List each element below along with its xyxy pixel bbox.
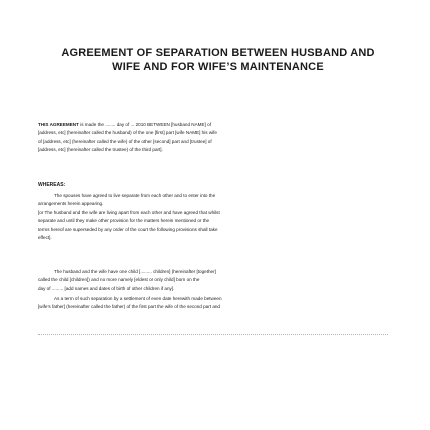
intro-lead: THIS AGREEMENT xyxy=(38,122,79,127)
whereas-1-line-3: [or The husband and the wife are living apart from each other and have agreed that whilst xyxy=(38,209,220,215)
document-title xyxy=(58,46,378,74)
title-line-1: AGREEMENT OF SEPARATION BETWEEN HUSBAND AND xyxy=(61,47,375,59)
whereas-1-line-6: effect]. xyxy=(38,235,52,241)
whereas-1-line-2: arrangements herein appearing. xyxy=(38,201,104,207)
intro-line-2: [address, etc] (hereinafter called the husband) of the one [first] part [wife NAME] his wife xyxy=(38,130,217,136)
whereas-paragraph-2 xyxy=(38,268,388,293)
whereas-2-line-1-text: The husband and the wife have one child [......... children] (hereinafter [together] xyxy=(54,269,216,274)
intro-line-1-text: is made the ........ day of ... 2010 BETWEEN [husband NAME] of xyxy=(80,122,211,127)
intro-line-1 xyxy=(38,121,388,129)
whereas-heading: WHEREAS: xyxy=(38,182,66,188)
intro-line-4: [address, etc] (hereinafter called the trustee) of the third part]. xyxy=(38,147,163,153)
whereas-2-line-1 xyxy=(38,268,388,276)
whereas-1-line-4: separate and until they make other provision for the matters herein mentioned or the xyxy=(38,218,210,224)
whereas-1-line-5: terms hereof are superseded by any order of the court the following provisions shall take xyxy=(38,226,218,232)
whereas-3-line-2: [wife’s father] (hereinafter called the father) of the first part the wife of the second part and xyxy=(38,304,220,310)
whereas-1-line-1-text: The spouses have agreed to live separate from each other and to enter into the xyxy=(54,193,216,198)
whereas-3-line-1 xyxy=(38,295,388,303)
whereas-3-line-1-text: As a term of such separation by a settlement of even date herewith made between xyxy=(54,296,222,301)
whereas-2-line-2: called the child [children]) and no more namely [eldest or only child] born on the xyxy=(38,277,200,283)
whereas-paragraph-1 xyxy=(38,192,388,242)
intro-paragraph xyxy=(38,121,388,155)
whereas-1-line-1 xyxy=(38,192,388,200)
intro-line-3: of [address, etc] (hereinafter called the wife) of the other [second] part and [trustee] of xyxy=(38,138,212,144)
whereas-paragraph-3 xyxy=(38,295,388,312)
whereas-2-line-3: day of ......... [add names and dates of birth of other children if any]. xyxy=(38,285,175,291)
title-line-2: WIFE AND FOR WIFE’S MAINTENANCE xyxy=(112,61,324,73)
page-cutoff-divider xyxy=(38,334,388,341)
